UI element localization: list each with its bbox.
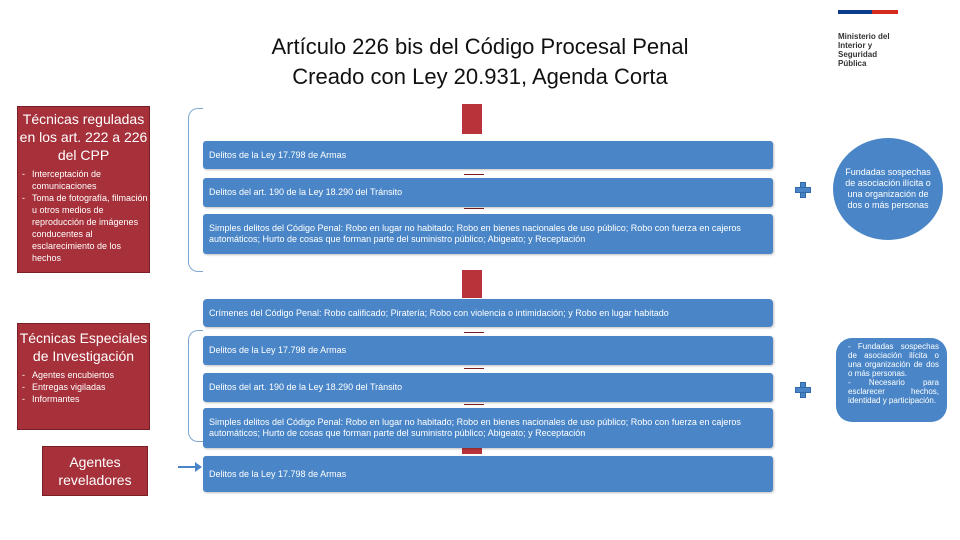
logo-red-stripe xyxy=(872,10,898,14)
note-asociacion-ilicita xyxy=(833,138,943,240)
note-text: Fundadas sospechas de asociación ilícita o una organización de dos o más personas xyxy=(845,167,931,210)
spine-divider xyxy=(464,404,484,405)
bar-label: Simples delitos del Código Penal: Robo en lugar no habitado; Robo en bienes nacionales de uso público; Robo con fuerza en cajeros automáticos; Hurto de cosas que forman parte del suministro público; Abigeato; y Receptación xyxy=(209,223,741,244)
box-tecnicas-reguladas-heading: Técnicas reguladas en los art. 222 a 226 del CPP xyxy=(19,111,148,163)
spine-divider xyxy=(464,332,484,333)
ministry-logo xyxy=(838,10,928,70)
list-item: - Toma de fotografía, filmación u otros medios de reproducción de imágenes conducentes al esclarecimiento de los hechos xyxy=(32,192,149,264)
box-tecnicas-reguladas-list xyxy=(18,168,149,264)
plus-icon xyxy=(795,182,811,198)
logo-blue-stripe xyxy=(838,10,872,14)
bar-label: Delitos del art. 190 de la Ley 18.290 del Tránsito xyxy=(209,187,403,197)
list-item: - Interceptación de comunicaciones xyxy=(32,168,149,192)
bracket-group-2 xyxy=(188,330,203,442)
list-item: - Agentes encubiertos xyxy=(32,369,149,381)
spine-segment xyxy=(462,270,482,298)
bar-armas-1 xyxy=(203,141,773,169)
title-line-2: Creado con Ley 20.931, Agenda Corta xyxy=(292,64,668,89)
spine-divider xyxy=(464,368,484,369)
title-line-1: Artículo 226 bis del Código Procesal Penal xyxy=(271,34,689,59)
spine-segment xyxy=(462,104,482,134)
bar-armas-2 xyxy=(203,336,773,365)
bar-label: Delitos de la Ley 17.798 de Armas xyxy=(209,468,347,479)
bar-crimenes xyxy=(203,299,773,327)
note-requisitos xyxy=(836,338,947,422)
bar-label: Delitos de la Ley 17.798 de Armas xyxy=(209,345,347,355)
bar-transito-1 xyxy=(203,178,773,207)
box-tecnicas-especiales xyxy=(17,323,150,430)
arrow-agentes xyxy=(178,466,196,468)
bar-simples-delitos-1 xyxy=(203,214,773,254)
spine-divider xyxy=(464,174,484,175)
bar-simples-delitos-2 xyxy=(203,408,773,448)
box-tecnicas-reguladas xyxy=(17,106,150,273)
list-item: - Entregas vigiladas xyxy=(32,381,149,393)
bar-label: Simples delitos del Código Penal: Robo en lugar no habitado; Robo en bienes nacionales de uso público; Robo con fuerza en cajeros automáticos; Hurto de cosas que forman parte del suministro público; Abigeato; y Receptación xyxy=(209,417,741,438)
bar-armas-3 xyxy=(203,456,773,492)
bar-transito-2 xyxy=(203,373,773,402)
bar-label: Delitos de la Ley 17.798 de Armas xyxy=(209,149,347,160)
box-tecnicas-especiales-list xyxy=(18,369,149,405)
bar-label: Delitos del art. 190 de la Ley 18.290 del Tránsito xyxy=(209,382,403,392)
bar-label: Crímenes del Código Penal: Robo calificado; Piratería; Robo con violencia o intimidación; y Robo en lugar habitado xyxy=(209,308,669,318)
note-line: - Necesario para esclarecer hechos, identidad y participación. xyxy=(848,378,939,405)
note-line: - Fundadas sospechas de asociación ilícita o una organización de dos o más personas. xyxy=(848,342,939,378)
list-item: - Informantes xyxy=(32,393,149,405)
bracket-group-1 xyxy=(188,108,203,272)
box-agentes-reveladores xyxy=(42,446,148,496)
box-agentes-reveladores-heading: Agentes reveladores xyxy=(58,454,132,488)
logo-text: Ministerio del Interior y Seguridad Pública xyxy=(838,32,890,68)
box-tecnicas-especiales-heading: Técnicas Especiales de Investigación xyxy=(19,330,148,364)
page-title xyxy=(220,32,740,92)
spine-divider xyxy=(464,208,484,209)
plus-icon xyxy=(795,382,811,398)
